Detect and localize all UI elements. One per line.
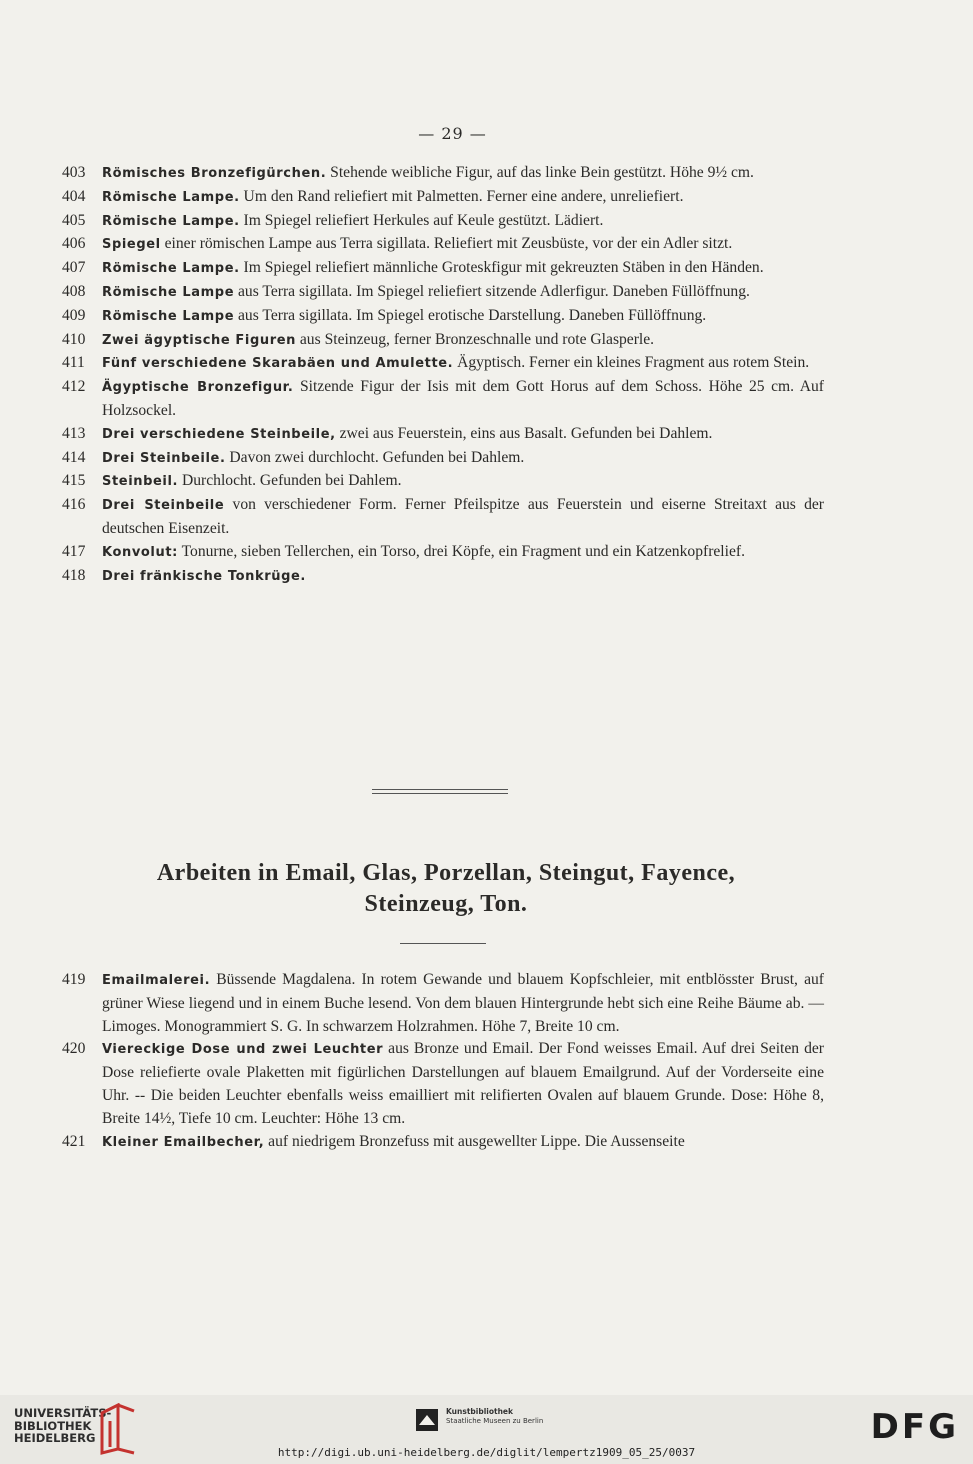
catalog-entry [62, 329, 824, 353]
section-heading [60, 858, 832, 920]
catalog-entry [62, 494, 824, 541]
section-heading-line2: Steinzeug, Ton. [364, 891, 528, 917]
entry-text: Stehende weibliche Figur, auf das linke Bein gestützt. Höhe 9½ cm. [326, 164, 754, 181]
kunstbibliothek-mark-icon [414, 1407, 440, 1433]
catalog-entry [62, 1038, 824, 1130]
catalog-entry [62, 352, 824, 376]
entry-number: 418 [62, 566, 86, 584]
entry-text: Sitzende Figur der Isis mit dem Gott Horus auf dem Schoss. Höhe 25 cm. Auf Holzsockel. [102, 378, 825, 419]
entry-text: aus Terra sigillata. Im Spiegel reliefiert sitzende Adlerfigur. Daneben Füllöffnung. [234, 282, 750, 300]
entry-number: 412 [62, 378, 86, 396]
entry-text: aus Bronze und Email. Der Fond weisses Email. Auf drei Seiten der Dose reliefierte ovale Plaketten mit figürlichen Darstellungen auf blauem Emailgrund. Auf der Vorderseite eine Uhr. -- Die beiden Leuchter ebenfalls weiss emailliert mit relifierten Ovalen auf blauem Grunde. Dose: Höhe 8, Breite 14½, Tiefe 10 cm. Leuchter: Höhe 13 cm. [102, 1040, 824, 1127]
entry-number: 419 [62, 971, 86, 988]
entry-title: Drei verschiedene Steinbeile, [102, 426, 336, 442]
entry-number: 414 [62, 448, 86, 466]
section-heading-line1: Arbeiten in Email, Glas, Porzellan, Steingut, Fayence, [156, 860, 736, 886]
entry-text: Im Spiegel reliefiert Herkules auf Keule gestützt. Lädiert. [239, 211, 604, 229]
catalog-entry [62, 233, 824, 257]
entry-title: Viereckige Dose und zwei Leuchter [102, 1042, 384, 1058]
entry-number: 416 [62, 496, 86, 514]
uni-logo-line1: UNIVERSITÄTS- [14, 1406, 112, 1420]
entry-title: Steinbeil. [102, 474, 179, 490]
entry-title: Römische Lampe [102, 308, 235, 324]
entry-title: Spiegel [102, 237, 161, 253]
entry-number: 413 [62, 424, 86, 442]
entry-text: Ägyptisch. Ferner ein kleines Fragment aus rotem Stein. [453, 354, 810, 372]
catalog-entry [62, 257, 824, 281]
uni-logo-line3: HEIDELBERG [14, 1431, 96, 1445]
uni-logo-line2: BIBLIOTHEK [14, 1418, 92, 1433]
entry-text: auf niedrigem Bronzefuss mit ausgewellter Lippe. Die Aussenseite [264, 1132, 685, 1150]
entry-text: Um den Rand reliefiert mit Palmetten. Ferner eine andere, unreliefiert. [239, 187, 684, 205]
entry-text: aus Terra sigillata. Im Spiegel erotische Darstellung. Daneben Füllöffnung. [234, 306, 707, 324]
entry-title: Drei Steinbeile [102, 498, 225, 514]
catalog-entry [62, 1131, 824, 1155]
entry-title: Kleiner Emailbecher, [102, 1134, 265, 1150]
catalog-entry [62, 969, 824, 1038]
kb-logo-line2: Staatliche Museen zu Berlin [446, 1417, 544, 1425]
entry-title: Römische Lampe [102, 284, 235, 300]
section-separator [372, 789, 508, 794]
entry-number: 415 [62, 472, 86, 490]
entry-title: Konvolut: [102, 544, 178, 560]
catalog-entry [62, 447, 824, 471]
entry-number: 405 [62, 211, 86, 229]
catalog-entry [62, 565, 824, 589]
permalink-url[interactable]: http://digi.ub.uni-heidelberg.de/diglit/lempertz1909_05_25/0037 [277, 1446, 696, 1459]
entry-text: Durchlocht. Gefunden bei Dahlem. [178, 472, 402, 490]
entry-title: Drei Steinbeile. [102, 450, 226, 466]
catalog-entries-top [62, 162, 824, 588]
entry-title: Emailmalerei. [102, 973, 211, 988]
entry-number: 417 [62, 542, 86, 560]
entry-number: 406 [62, 235, 86, 253]
entry-title: Fünf verschiedene Skarabäen und Amulette. [102, 356, 454, 372]
page-number: — 29 — [418, 124, 487, 143]
heading-underline [400, 943, 486, 944]
catalog-entry [62, 210, 824, 234]
entry-number: 411 [62, 354, 85, 372]
entry-title: Römische Lampe. [102, 213, 240, 229]
entry-title: Römisches Bronzefigürchen. [102, 166, 327, 181]
entry-title: Römische Lampe. [102, 189, 240, 205]
catalog-entry [62, 281, 824, 305]
entry-number: 409 [62, 306, 86, 324]
catalog-entry [62, 541, 824, 565]
catalog-entries-bottom [62, 969, 824, 1154]
catalog-entry [62, 376, 824, 423]
entry-text: Büssende Magdalena. In rotem Gewande und blauem Kopfschleier, mit entblösster Brust, auf grüner Wiese liegend und in einem Buche lesend. Von dem blauen Hintergrunde hebt sich eine Reihe Bäume ab. — Limoges. Monogrammiert S. G. In schwarzem Holzrahmen. Höhe 7, Breite 10 cm. [102, 971, 824, 1035]
entry-text: von verschiedener Form. Ferner Pfeilspitze aus Feuerstein und eiserne Streitaxt aus der deutschen Eisenzeit. [102, 496, 824, 537]
heidelberg-university-library-logo[interactable] [14, 1407, 111, 1445]
entry-text: Im Spiegel reliefiert männliche Groteskfigur mit gekreuzten Stäben in den Händen. [239, 259, 764, 277]
entry-number: 410 [62, 330, 86, 348]
kunstbibliothek-logo[interactable] [414, 1407, 543, 1433]
entry-number: 403 [62, 164, 86, 181]
entry-title: Römische Lampe. [102, 261, 240, 277]
entry-title: Zwei ägyptische Figuren [102, 332, 296, 348]
entry-number: 420 [62, 1040, 86, 1058]
catalog-entry [62, 470, 824, 494]
entry-text: zwei aus Feuerstein, eins aus Basalt. Gefunden bei Dahlem. [335, 424, 713, 442]
entry-title: Ägyptische Bronzefigur. [102, 380, 294, 396]
entry-number: 407 [62, 259, 86, 277]
entry-text: Davon zwei durchlocht. Gefunden bei Dahlem. [225, 448, 525, 466]
footer-bar [0, 1395, 973, 1464]
catalog-entry [62, 305, 824, 329]
entry-number: 421 [62, 1132, 86, 1150]
catalog-entry [62, 423, 824, 447]
kb-logo-line1: Kunstbibliothek [446, 1407, 514, 1416]
entry-number: 404 [62, 187, 86, 205]
entry-text: Tonurne, sieben Tellerchen, ein Torso, drei Köpfe, ein Fragment und ein Katzenkopfrelief. [177, 542, 745, 560]
catalog-entry [62, 186, 824, 210]
entry-title: Drei fränkische Tonkrüge. [102, 568, 306, 584]
catalog-entry [62, 162, 824, 186]
entry-text: aus Steinzeug, ferner Bronzeschnalle und rote Glasperle. [295, 330, 655, 348]
entry-text: einer römischen Lampe aus Terra sigillata. Reliefiert mit Zeusbüste, vor der ein Adler sitzt. [160, 235, 733, 253]
entry-number: 408 [62, 282, 86, 300]
dfg-logo[interactable]: DFG [870, 1407, 959, 1447]
